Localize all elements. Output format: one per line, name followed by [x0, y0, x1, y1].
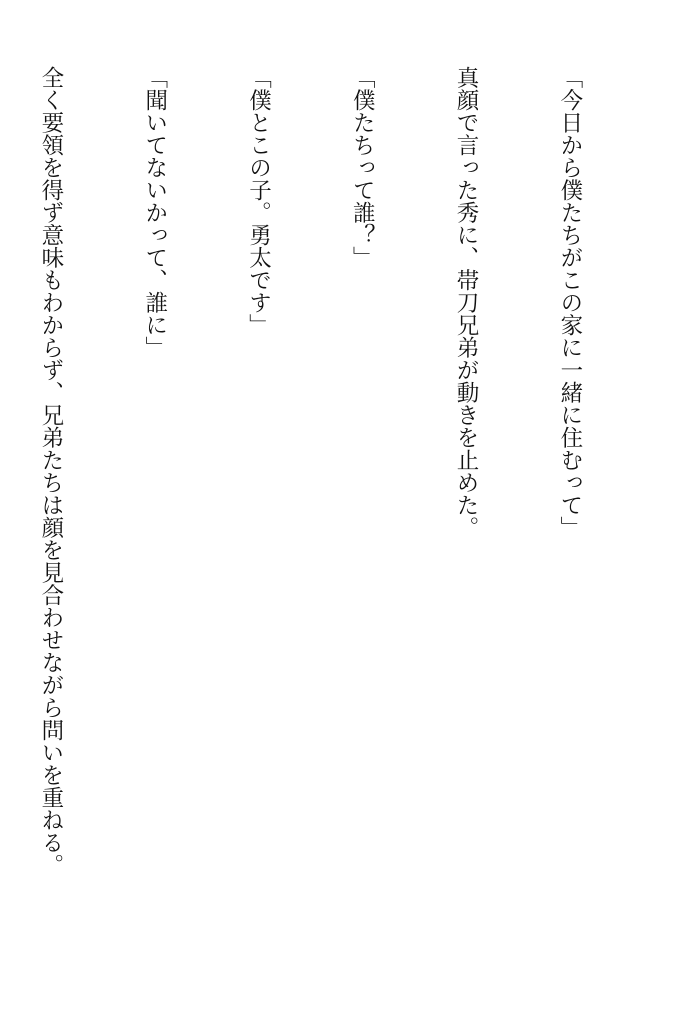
text-line: 全く要領を得ず意味もわからず、兄弟たちは顔を見合わせながら問いを重ねる。: [37, 66, 64, 876]
text-line: 「僕たちって誰？」: [349, 66, 376, 269]
text-line: 真顔で言った秀に、帯刀兄弟が動きを止めた。: [453, 66, 480, 539]
text-line: 「今日から僕たちがこの家に一緒に住むって」: [556, 66, 583, 539]
vertical-text-body: [0, 66, 656, 966]
text-line: 「聞いてないかって、誰に」: [141, 66, 168, 359]
text-line: 「僕とこの子。勇太です」: [245, 66, 272, 336]
